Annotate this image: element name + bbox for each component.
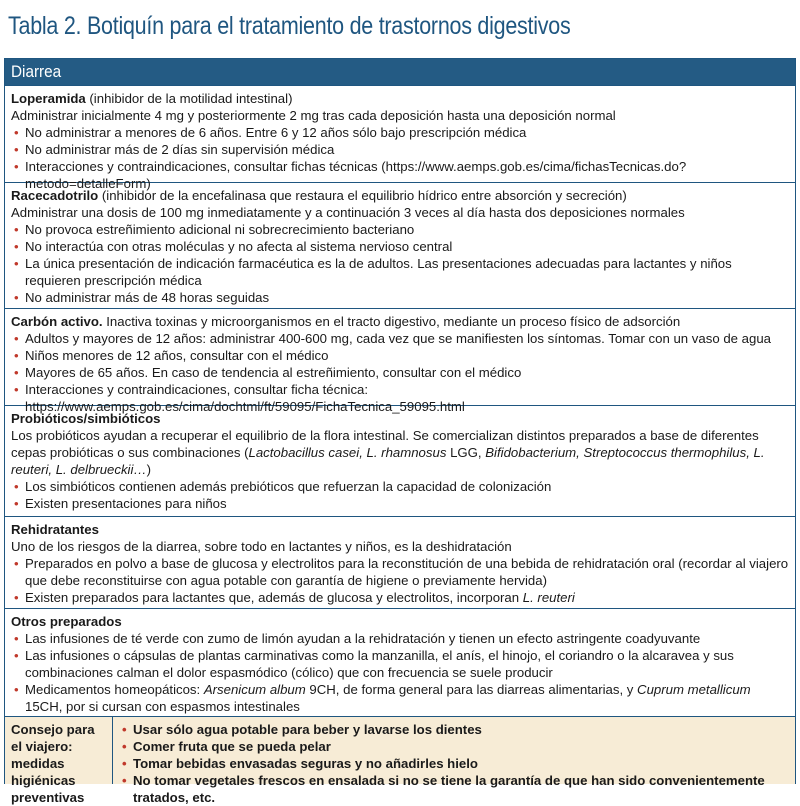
list-item: • La única presentación de indicación farmacéutica es la de adultos. Las presentaciones adecuadas para lactantes y niños requieren prescripción médica: [11, 255, 789, 289]
section-description: (inhibidor de la encefalinasa que restaura el equilibrio hídrico entre absorción y secreción): [98, 188, 627, 203]
species-names: Lactobacillus casei, L. rhamnosus: [248, 445, 447, 460]
advice-label: Consejo para el viajero: medidas higiénicas preventivas: [5, 717, 113, 784]
species-names: Bifidobacterium, Streptococcus thermophilus, L. reuteri, L. delbrueckii…: [11, 445, 765, 477]
list-item: • Existen presentaciones para niños: [11, 495, 789, 512]
text-run: ): [146, 462, 152, 477]
section-otros-preparados: [5, 608, 795, 716]
list-item: • Las infusiones o cápsulas de plantas carminativas como la manzanilla, el anís, el hinojo, el coriandro o la alcaravea y sus combinaciones calman el dolor espasmódico (cólico) que con frecuencia se suele producir: [11, 647, 789, 681]
list-item: • Comer fruta que se pueda pelar: [119, 738, 789, 755]
remedies-table: [4, 58, 796, 805]
section-line: [11, 427, 789, 478]
species-name: L. reuteri: [522, 590, 575, 605]
list-item: • Interacciones y contraindicaciones, consultar fichas técnicas (https://www.aemps.gob.es/cima/fichasTecnicas.do?metodo=detalleForm): [11, 158, 789, 192]
list-item: • Mayores de 65 años. En caso de tendencia al estreñimiento, consultar con el médico: [11, 364, 789, 381]
list-item: [11, 589, 789, 606]
section-title: Rehidratantes: [11, 522, 99, 537]
remedy-name: Arsenicum album: [203, 682, 306, 697]
list-item: [11, 681, 789, 715]
table-title: Tabla 2. Botiquín para el tratamiento de trastornos digestivos: [8, 12, 571, 40]
section-heading: [11, 313, 789, 330]
list-item: • Tomar bebidas envasadas seguras y no añadirles hielo: [119, 755, 789, 772]
text-run: Existen preparados para lactantes que, además de glucosa y electrolitos, incorporan: [25, 590, 523, 605]
table-header: [5, 59, 795, 85]
list-item: • Adultos y mayores de 12 años: administrar 400-600 mg, cada vez que se manifiesten los síntomas. Tomar con un vaso de agua: [11, 330, 789, 347]
section-heading: [11, 90, 789, 107]
section-title: Racecadotrilo: [11, 188, 99, 203]
text-run: 15CH, por si cursan con espasmos intestinales: [25, 699, 300, 714]
section-title: Probióticos/simbióticos: [11, 411, 161, 426]
list-item: • Usar sólo agua potable para beber y lavarse los dientes: [119, 721, 789, 738]
list-item: • Interacciones y contraindicaciones, consultar ficha técnica: https://www.aemps.gob.es/cima/dochtml/ft/59095/FichaTecnica_59095.html: [11, 381, 789, 415]
list-item: • No interactúa con otras moléculas y no afecta al sistema nervioso central: [11, 238, 789, 255]
section-racecadotrilo: [5, 182, 795, 308]
section-title: Carbón activo.: [11, 314, 103, 329]
section-probioticos: [5, 405, 795, 516]
list-item: • No provoca estreñimiento adicional ni sobrecrecimiento bacteriano: [11, 221, 789, 238]
list-item: • No tomar vegetales frescos en ensalada si no se tiene la garantía de que han sido convenientemente tratados, etc.: [119, 772, 789, 806]
section-loperamida: [5, 85, 795, 191]
remedy-name: Cuprum metallicum: [637, 682, 751, 697]
advice-row: [5, 716, 795, 805]
section-line: Uno de los riesgos de la diarrea, sobre todo en lactantes y niños, es la deshidratación: [11, 539, 512, 554]
list-item: • No administrar a menores de 6 años. Entre 6 y 12 años sólo bajo prescripción médica: [11, 124, 789, 141]
advice-list: [113, 717, 795, 805]
section-rehidratantes: [5, 516, 795, 608]
section-description: (inhibidor de la motilidad intestinal): [85, 91, 293, 106]
list-item: • No administrar más de 2 días sin supervisión médica: [11, 141, 789, 158]
list-item: • Los simbióticos contienen además prebióticos que refuerzan la capacidad de colonización: [11, 478, 789, 495]
text-run: 9CH, de forma general para las diarreas alimentarias, y: [305, 682, 638, 697]
section-heading: [11, 187, 789, 204]
section-title: Loperamida: [11, 91, 86, 106]
section-carbon-activo: [5, 308, 795, 414]
text-run: Los probióticos ayudan a recuperar el equilibrio de la flora intestinal. Se comercializan distintos preparados a base de diferentes cepas probióticas o sus combinaciones (: [11, 428, 759, 460]
list-item: • Niños menores de 12 años, consultar con el médico: [11, 347, 789, 364]
section-line: Administrar una dosis de 100 mg inmediatamente y a continuación 3 veces al día hasta dos deposiciones normales: [11, 205, 685, 220]
list-item: • No administrar más de 48 horas seguidas: [11, 289, 789, 306]
section-line: Administrar inicialmente 4 mg y posteriormente 2 mg tras cada deposición hasta una deposición normal: [11, 108, 616, 123]
text-run: LGG,: [446, 445, 486, 460]
text-run: Medicamentos homeopáticos:: [25, 682, 204, 697]
section-description: Inactiva toxinas y microorganismos en el tracto digestivo, mediante un proceso físico de adsorción: [102, 314, 681, 329]
list-item: • Preparados en polvo a base de glucosa y electrolitos para la reconstitución de una bebida de rehidratación oral (recordar al viajero que debe reconstituirse con agua potable con garantía de higiene o previamente hervida): [11, 555, 789, 589]
list-item: • Las infusiones de té verde con zumo de limón ayudan a la rehidratación y tienen un efecto astringente coadyuvante: [11, 630, 789, 647]
section-title: Otros preparados: [11, 614, 122, 629]
header-label: Diarrea: [11, 62, 62, 81]
